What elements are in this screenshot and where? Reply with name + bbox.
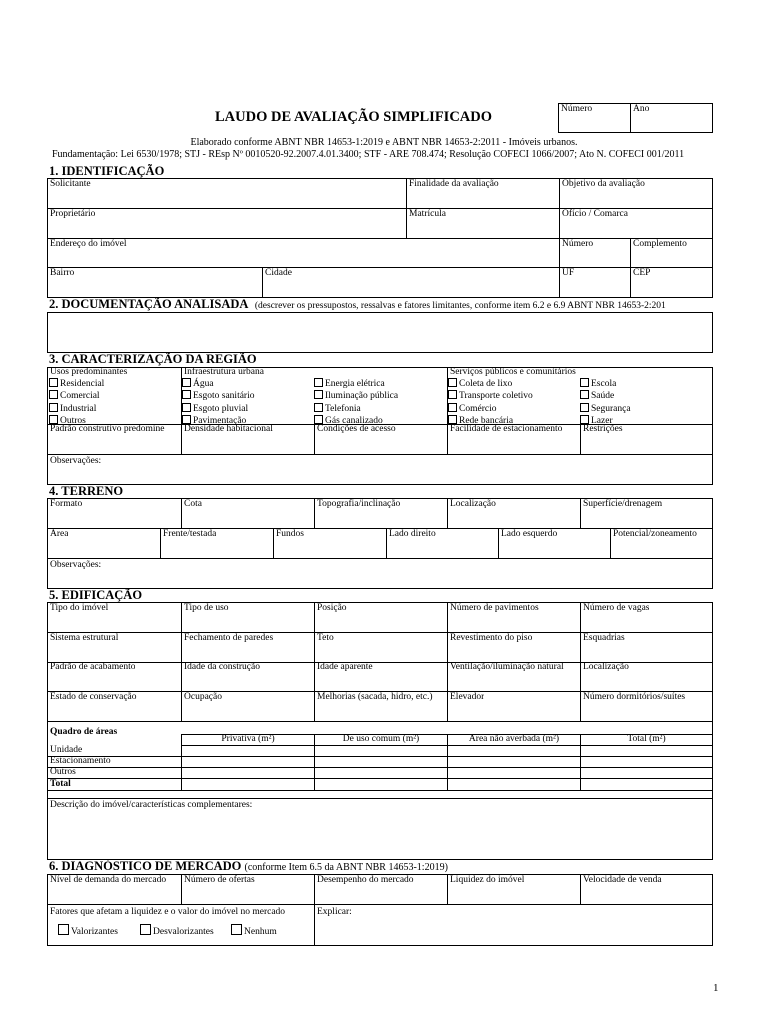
endereco-field[interactable]: [50, 251, 555, 267]
valorizantes-label: Valorizantes: [71, 927, 118, 937]
iluminacao-checkbox[interactable]: [314, 390, 323, 399]
sistema-estrutural-label: Sistema estrutural: [50, 633, 119, 643]
ventilacao-field[interactable]: [450, 674, 577, 690]
localizacao-field[interactable]: [583, 674, 710, 690]
observacoes-field[interactable]: [50, 467, 710, 483]
infra-option: Energia elétrica: [325, 379, 385, 389]
transporte-checkbox[interactable]: [448, 390, 457, 399]
liquidez-label: Liquidez do imóvel: [450, 875, 525, 885]
frente-field[interactable]: [163, 541, 269, 557]
quadro-areas-label: Quadro de áreas: [50, 727, 118, 737]
divider: [48, 721, 712, 722]
desempenho-field[interactable]: [317, 887, 444, 903]
explicar-field[interactable]: [317, 919, 710, 943]
tipo-uso-field[interactable]: [184, 615, 311, 631]
oficio-label: Ofício / Comarca: [562, 209, 628, 219]
revestimento-field[interactable]: [450, 645, 577, 661]
divider: [314, 603, 315, 721]
numero-label: Número: [562, 239, 594, 249]
formato-label: Formato: [50, 499, 83, 509]
vagas-label: Número de vagas: [583, 603, 650, 613]
privativa-header: Privativa (m²): [221, 734, 275, 744]
complemento-field[interactable]: [633, 251, 710, 267]
valorizantes-option[interactable]: [58, 924, 118, 938]
divider: [48, 904, 712, 905]
divider: [314, 499, 315, 528]
facilidade-field[interactable]: [450, 436, 577, 452]
outros-row-label: Outros: [50, 767, 76, 777]
velocidade-field[interactable]: [583, 887, 710, 903]
divider: [498, 528, 499, 558]
divider: [447, 875, 448, 904]
observacoes-label: Observações:: [50, 456, 102, 466]
divider: [48, 238, 712, 239]
numero-ano-box: [558, 103, 713, 133]
divider: [580, 499, 581, 528]
topografia-field[interactable]: [317, 511, 444, 527]
fechamento-label: Fechamento de paredes: [184, 633, 274, 643]
servicos-option: Lazer: [591, 415, 613, 426]
usos-option: Residencial: [60, 379, 105, 389]
divider: [630, 238, 631, 297]
fundos-label: Fundos: [276, 529, 304, 539]
divider: [48, 778, 712, 779]
matricula-label: Matrícula: [409, 209, 446, 219]
usos-option: Industrial: [60, 403, 97, 414]
idade-construcao-field[interactable]: [184, 674, 311, 690]
objetivo-label: Objetivo da avaliação: [562, 179, 645, 189]
frente-label: Frente/testada: [163, 529, 217, 539]
divider: [447, 499, 448, 528]
section-6-heading: 6. DIAGNÓSTICO DE MERCADO: [49, 859, 242, 873]
unidade-row-label: Unidade: [50, 745, 83, 755]
servicos-option: Segurança: [591, 403, 631, 414]
revestimento-label: Revestimento do piso: [450, 633, 533, 643]
numero-label: Número: [561, 104, 593, 114]
seguranca-checkbox[interactable]: [580, 403, 589, 412]
divider: [580, 875, 581, 904]
explicar-label: Explicar:: [317, 907, 352, 917]
cota-label: Cota: [184, 499, 202, 509]
densidade-label: Densidade habitacional: [184, 424, 273, 434]
energia-checkbox[interactable]: [314, 378, 323, 387]
cep-field[interactable]: [633, 280, 710, 296]
page-number: 1: [713, 982, 719, 994]
desvalorizantes-label: Desvalorizantes: [153, 927, 214, 937]
matricula-field[interactable]: [409, 221, 555, 237]
divider: [48, 767, 712, 768]
divider: [48, 267, 712, 268]
pavimentos-field[interactable]: [450, 615, 577, 631]
divider: [181, 499, 182, 528]
valorizantes-checkbox[interactable]: [58, 924, 69, 935]
gas-checkbox[interactable]: [314, 415, 323, 424]
cidade-label: Cidade: [265, 268, 292, 278]
tipo-uso-label: Tipo de uso: [184, 603, 229, 613]
endereco-label: Endereço do imóvel: [50, 239, 127, 249]
usos-option: Outros: [60, 415, 86, 426]
finalidade-field[interactable]: [409, 191, 555, 207]
divider: [447, 603, 448, 721]
padrao-acabamento-field[interactable]: [50, 674, 177, 690]
uf-label: UF: [562, 268, 575, 278]
lado-esquerdo-label: Lado esquerdo: [501, 529, 558, 539]
padrao-acabamento-label: Padrão de acabamento: [50, 662, 136, 672]
oficio-field[interactable]: [562, 221, 710, 237]
divider: [610, 528, 611, 558]
total-row-label: Total: [50, 779, 71, 789]
servicos-option: Escola: [591, 379, 617, 389]
ofertas-field[interactable]: [184, 887, 311, 903]
cota-field[interactable]: [184, 511, 311, 527]
section-5-title: 5. EDIFICAÇÃO: [49, 588, 143, 602]
ocupacao-field[interactable]: [184, 704, 311, 720]
infra-option: Água: [193, 379, 214, 389]
idade-aparente-label: Idade aparente: [317, 662, 373, 672]
observacoes-label: Observações:: [50, 560, 102, 570]
demanda-label: Nível de demanda do mercado: [50, 875, 167, 885]
elevador-label: Elevador: [450, 692, 485, 702]
infra-option: Iluminação pública: [325, 391, 399, 402]
idade-aparente-field[interactable]: [317, 674, 444, 690]
divider: [181, 603, 182, 721]
infra-checklist-b: [314, 378, 398, 427]
divider: [314, 424, 315, 454]
superficie-field[interactable]: [583, 511, 710, 527]
posicao-label: Posição: [317, 603, 347, 613]
elaborado-text: Elaborado conforme ABNT NBR 14653-1:2019 e ABNT NBR 14653-2:2011 - Imóveis urbanos.: [190, 137, 578, 148]
posicao-field[interactable]: [317, 615, 444, 631]
melhorias-label: Melhorias (sacada, hidro, etc.): [317, 692, 433, 702]
area-label: Área: [50, 529, 69, 539]
form-title: LAUDO DE AVALIAÇÃO SIMPLIFICADO: [215, 109, 493, 125]
restricoes-label: Restrições: [583, 424, 623, 434]
terreno-observacoes-field[interactable]: [50, 571, 710, 587]
liquidez-field[interactable]: [450, 887, 577, 903]
demanda-field[interactable]: [50, 887, 177, 903]
fundamentacao-text: Fundamentação: Lei 6530/1978; STJ - REsp Nº 0010520-92.2007.4.01.3400; STF - ARE 708.474; Resolução COFECI 1066/2007; Ato N. COFECI 001/2011: [52, 149, 685, 160]
uf-field[interactable]: [562, 280, 626, 296]
section-6-title: [49, 859, 448, 874]
condicoes-label: Condições de acesso: [317, 424, 396, 434]
divider: [580, 603, 581, 721]
cep-label: CEP: [633, 268, 651, 278]
servicos-option: Transporte coletivo: [459, 391, 533, 402]
usos-option: Comercial: [60, 391, 100, 402]
lado-esquerdo-field[interactable]: [501, 541, 607, 557]
potencial-label: Potencial/zoneamento: [613, 529, 697, 539]
nenhum-option[interactable]: [231, 924, 277, 938]
cidade-field[interactable]: [265, 280, 555, 296]
numero-field[interactable]: [562, 251, 626, 267]
identificacao-table: [47, 178, 713, 298]
divider: [48, 790, 712, 791]
lazer-checkbox[interactable]: [580, 415, 589, 424]
servicos-option: Saúde: [591, 391, 615, 402]
divider: [160, 528, 161, 558]
comercio-checkbox[interactable]: [448, 403, 457, 412]
fundos-field[interactable]: [276, 541, 382, 557]
localizacao-label: Localização: [583, 662, 629, 672]
pavimentos-label: Número de pavimentos: [450, 603, 539, 613]
tipo-imovel-label: Tipo do imóvel: [50, 603, 109, 613]
mercado-table: [47, 874, 713, 946]
infra-checklist-a: [182, 378, 254, 427]
vagas-field[interactable]: [583, 615, 710, 631]
nao-averbada-header: Área não averbada (m²): [468, 734, 560, 744]
divider: [273, 528, 274, 558]
divider: [48, 454, 712, 455]
estado-conservacao-label: Estado de conservação: [50, 692, 137, 702]
proprietario-field[interactable]: [50, 221, 402, 237]
infra-option: Esgoto pluvial: [193, 403, 249, 414]
dormitorios-field[interactable]: [583, 704, 710, 720]
descricao-label: Descrição do imóvel/características complementares:: [50, 800, 253, 810]
estado-conservacao-field[interactable]: [50, 704, 177, 720]
bairro-field[interactable]: [50, 280, 258, 296]
divider: [48, 756, 712, 757]
documentacao-box[interactable]: [47, 312, 713, 353]
teto-field[interactable]: [317, 645, 444, 661]
estacionamento-row-label: Estacionamento: [50, 756, 111, 766]
uso-comum-header: De uso comum (m²): [342, 734, 420, 744]
ventilacao-label: Ventilação/iluminação natural: [450, 662, 564, 672]
coleta-checkbox[interactable]: [448, 378, 457, 387]
servicos-option: Rede bancária: [459, 415, 514, 426]
industrial-checkbox[interactable]: [49, 403, 58, 412]
desvalorizantes-option[interactable]: [140, 924, 214, 938]
ano-field[interactable]: [633, 115, 710, 131]
teto-label: Teto: [317, 633, 334, 643]
finalidade-label: Finalidade da avaliação: [409, 179, 499, 189]
outros-checkbox[interactable]: [49, 415, 58, 424]
fatores-label: Fatores que afetam a liquidez e o valor do imóvel no mercado: [50, 907, 286, 917]
servicos-checklist-b: [580, 378, 631, 427]
divider: [406, 179, 407, 238]
terreno-table: [47, 498, 713, 589]
section-4-title: 4. TERRENO: [49, 484, 124, 498]
numero-field[interactable]: [561, 115, 627, 131]
servicos-option: Coleta de lixo: [459, 379, 513, 389]
divider: [580, 424, 581, 454]
esquadrias-field[interactable]: [583, 645, 710, 661]
localizacao-label: Localização: [450, 499, 496, 509]
divider: [630, 104, 631, 132]
condicoes-field[interactable]: [317, 436, 444, 452]
padrao-field[interactable]: [50, 436, 178, 452]
elevador-field[interactable]: [450, 704, 577, 720]
escola-checkbox[interactable]: [580, 378, 589, 387]
rede-bancaria-checkbox[interactable]: [448, 415, 457, 424]
solicitante-label: Solicitante: [50, 179, 91, 189]
section-6-note: (conforme Item 6.5 da ABNT NBR 14653-1:2019): [244, 862, 448, 873]
restricoes-field[interactable]: [583, 436, 710, 452]
bairro-label: Bairro: [50, 268, 75, 278]
ocupacao-label: Ocupação: [184, 692, 222, 702]
desempenho-label: Desempenho do mercado: [317, 875, 414, 885]
usos-label: Usos predominantes: [50, 367, 128, 377]
densidade-field[interactable]: [184, 436, 311, 452]
facilidade-label: Facilidade de estacionamento: [450, 424, 563, 434]
descricao-field[interactable]: [50, 813, 710, 855]
pavimentacao-checkbox[interactable]: [182, 415, 191, 424]
infra-option: Gás canalizado: [325, 415, 383, 426]
nenhum-label: Nenhum: [244, 927, 277, 937]
divider: [48, 558, 712, 559]
solicitante-field[interactable]: [50, 191, 402, 207]
velocidade-label: Velocidade de venda: [583, 875, 662, 885]
nenhum-checkbox[interactable]: [231, 924, 242, 935]
topografia-label: Topografia/inclinação: [317, 499, 401, 509]
objetivo-field[interactable]: [562, 191, 710, 207]
divider: [386, 528, 387, 558]
divider: [314, 875, 315, 945]
tipo-imovel-field[interactable]: [50, 615, 177, 631]
regiao-table: [47, 367, 713, 485]
formato-field[interactable]: [50, 511, 177, 527]
ano-label: Ano: [633, 104, 650, 114]
esgoto-sanitario-checkbox[interactable]: [182, 390, 191, 399]
proprietario-label: Proprietário: [50, 209, 96, 219]
localizacao-field[interactable]: [450, 511, 577, 527]
lado-direito-field[interactable]: [389, 541, 495, 557]
complemento-label: Complemento: [633, 239, 687, 249]
infra-option: Pavimentação: [193, 415, 247, 426]
usos-checklist: [49, 378, 104, 427]
total-header: Total (m²): [627, 734, 666, 744]
residencial-checkbox[interactable]: [49, 378, 58, 387]
ofertas-label: Número de ofertas: [184, 875, 255, 885]
melhorias-field[interactable]: [317, 704, 444, 720]
telefonia-checkbox[interactable]: [314, 403, 323, 412]
divider: [48, 798, 712, 799]
esgoto-pluvial-checkbox[interactable]: [182, 403, 191, 412]
section-2-title: [49, 297, 666, 312]
area-field[interactable]: [50, 541, 156, 557]
agua-checkbox[interactable]: [182, 378, 191, 387]
section-2-heading: 2. DOCUMENTAÇÃO ANALISADA: [49, 297, 248, 311]
servicos-checklist-a: [448, 378, 533, 427]
saude-checkbox[interactable]: [580, 390, 589, 399]
divider: [262, 267, 263, 297]
esquadrias-label: Esquadrias: [583, 633, 625, 643]
lado-direito-label: Lado direito: [389, 529, 436, 539]
sistema-estrutural-field[interactable]: [50, 645, 177, 661]
divider: [559, 179, 560, 297]
edificacao-table: [47, 602, 713, 860]
desvalorizantes-checkbox[interactable]: [140, 924, 151, 935]
servicos-option: Comércio: [459, 403, 497, 414]
infra-option: Telefonia: [325, 403, 361, 414]
fechamento-field[interactable]: [184, 645, 311, 661]
infra-option: Esgoto sanitário: [193, 391, 255, 402]
infra-label: Infraestrutura urbana: [184, 367, 264, 377]
divider: [181, 875, 182, 904]
padrao-label: Padrão construtivo predomine: [50, 424, 165, 434]
section-3-title: 3. CARACTERIZAÇÃO DA REGIÃO: [49, 352, 257, 366]
dormitorios-label: Número dormitórios/suítes: [583, 692, 686, 702]
section-1-title: 1. IDENTIFICAÇÃO: [49, 164, 165, 178]
comercial-checkbox[interactable]: [49, 390, 58, 399]
idade-construcao-label: Idade da construção: [184, 662, 260, 672]
section-2-note: (descrever os pressupostos, ressalvas e fatores limitantes, conforme item 6.2 e 6.9 ABNT NBR 14653-2:201: [254, 301, 666, 311]
servicos-label: Serviços públicos e comunitários: [450, 367, 576, 377]
potencial-field[interactable]: [613, 541, 710, 557]
superficie-label: Superfície/drenagem: [583, 499, 663, 509]
